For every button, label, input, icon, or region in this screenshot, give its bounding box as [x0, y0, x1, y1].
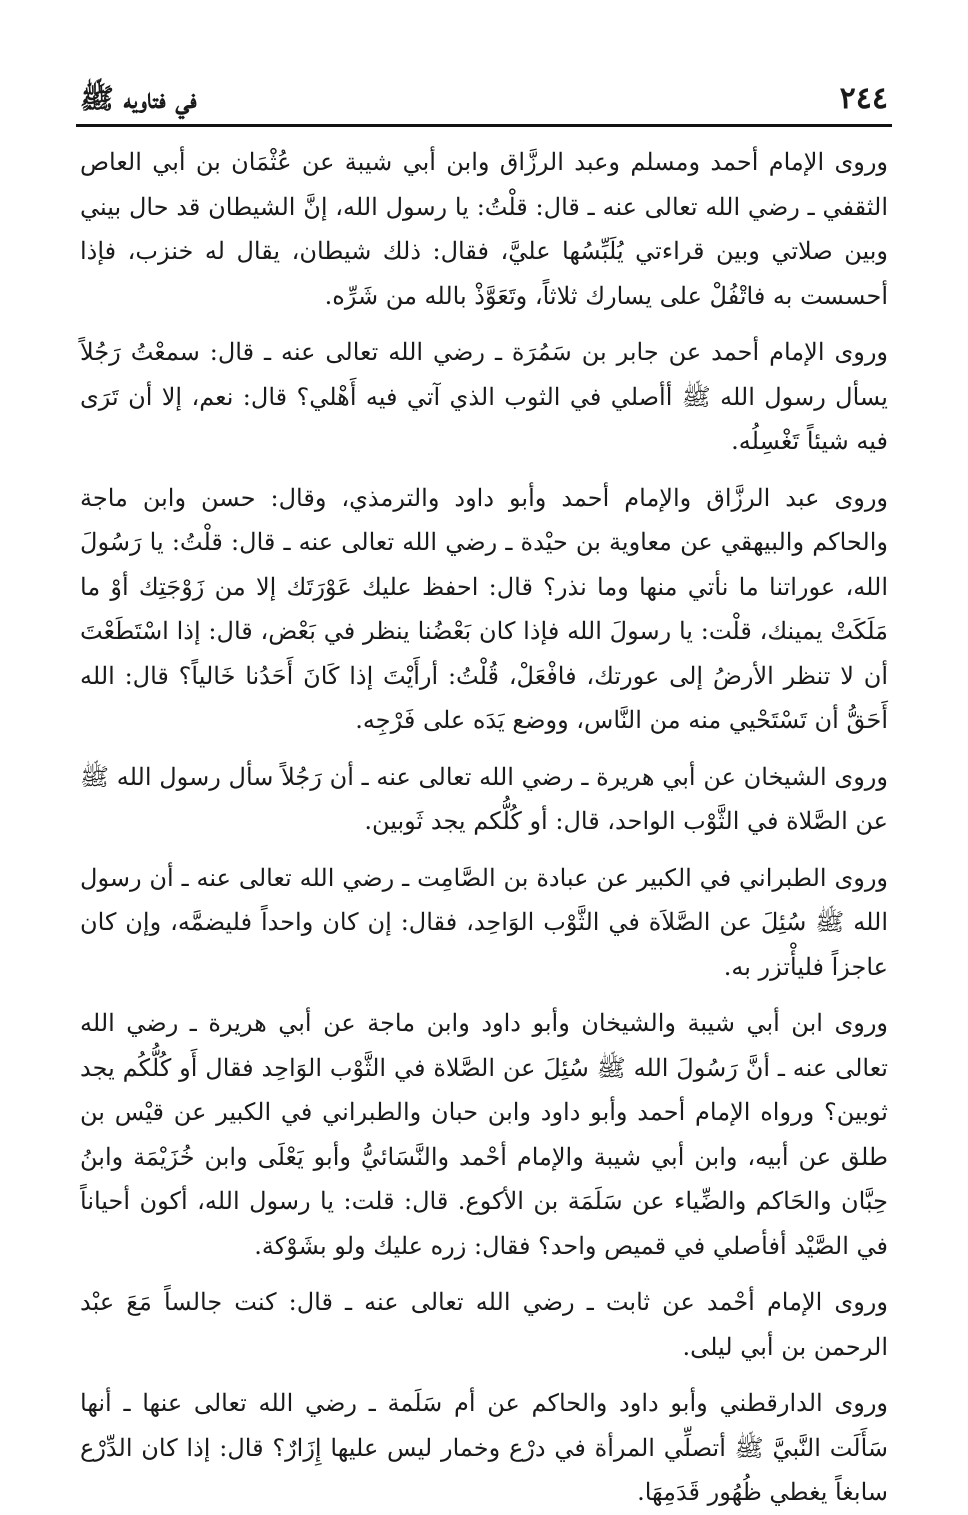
paragraph: وروى الشيخان عن أبي هريرة ـ رضي الله تعالى عنه ـ أن رَجُلاً سأل رسول الله ﷺ عن الصَّلاة في الثَّوْب الواحد، قال: أو كُلُّكم يجد ثَوبين. — [80, 762, 888, 835]
paragraph: وروى الدارقطني وأبو داود والحاكم عن أم سَلَمة ـ رضي الله تعالى عنها ـ أنها سَأَلَت النَّبيَّ ﷺ أتصلِّي المرأة في درْع وخمار ليس عليها إِزَارٌ؟ قال: إذا كان الدِّرْع سابغاً يغطي ظُهُور قَدَمِهَا. — [80, 1389, 889, 1506]
paragraph: وروى ابن أبي شيبة والشيخان وأبو داود وابن ماجة عن أبي هريرة ـ رضي الله تعالى عنه ـ أنَّ رَسُولَ الله ﷺ سُئِلَ عن الصَّلاة في الثَّوْب الوَاحِد فقال أَو كُلُّكُم يجد ثوبين؟ ورواه الإمام أحمد وأبو داود وابن حبان والطبراني في الكبير عن قيْس بن طلق عن أبيه، وابن أبي شيبة والإمام أحْمد والنَّسَائيُّ وأبو يَعْلَى وابن خُزَيْمَة وابنُ حِبَّان والحَاكم والضِّياء عن سَلَمَة بن الأكوع. قال: قلت: يا رسول الله، أكون أحياناً في الصَّيْد أفأصلي في قميص واحد؟ فقال: زره عليك ولو بشَوْكة. — [80, 1009, 888, 1260]
page-number: ٢٤٤ — [839, 81, 888, 116]
header-divider — [76, 124, 892, 127]
paragraph: وروى الطبراني في الكبير عن عبادة بن الصَّامِت ـ رضي الله تعالى عنه ـ أن رسول الله ﷺ سُئِلَ عن الصَّلاَة في الثَّوْب الوَاحِد، فقال: إن كان واحداً فليضمَّه، وإن كان عاجزاً فليأْتزر به. — [80, 863, 888, 981]
page-header — [80, 78, 888, 122]
paragraph: وروى الإمام أحمد عن جابر بن سَمُرَة ـ رضي الله تعالى عنه ـ قال: سمعْتُ رَجُلاً يسأل رسول الله ﷺ أأصلي في الثوب الذي آتي فيه أَهْلي؟ قال: نعم، إلا أن تَرَى فيه شيئاً تَغْسِلُه. — [80, 338, 888, 455]
running-title: في فتاويه ﷺ — [80, 82, 197, 115]
paragraph: وروى الإمام أحْمد عن ثابت ـ رضي الله تعالى عنه ـ قال: كنت جالساً مَعَ عبْد الرحمن بن أبي ليلى. — [80, 1288, 888, 1361]
paragraph: وروى عبد الرزَّاق والإمام أحمد وأبو داود والترمذي، وقال: حسن وابن ماجة والحاكم والبيهقي عن معاوية بن حيْدة ـ رضي الله تعالى عنه ـ قال: قلْتُ: يا رَسُولَ الله، عوراتنا ما نأتي منها وما نذر؟ قال: احفظ عليك عَوْرَتَك إلا من زَوْجَتِك أوْ ما مَلَكَتْ يمينك، قلْت: يا رسولَ الله فإذا كان بَعْضُنا ينظر في بَعْض، قال: إذا اسْتَطَعْتَ أن لا تنظر الأرضُ إلى عورتك، فافْعَلْ، قُلْتُ: أرأَيْتَ إذا كَانَ أَحَدُنا خَالياً؟ قال: الله أَحَقُّ أن تَسْتَحْيي منه من النَّاس، ووضع يَدَه على فَرْجِه. — [80, 483, 889, 734]
body-text — [80, 140, 888, 1515]
paragraph: وروى الإمام أحمد ومسلم وعبد الرزَّاق وابن أبي شيبة عن عُثْمَان بن أبي العاص الثقفي ـ رضي الله تعالى عنه ـ قال: قلْتُ: يا رسول الله، إنَّ الشيطان قد حال بيني وبين صلاتي وبين قراءتي يُلَبِّسُها عليَّ، فقال: ذلك شيطان، يقال له خنزب، فإذا أحسست به فاتْفُلْ على يسارك ثلاثاً، وتَعَوَّذْ بالله من شَرِّه. — [80, 148, 888, 310]
